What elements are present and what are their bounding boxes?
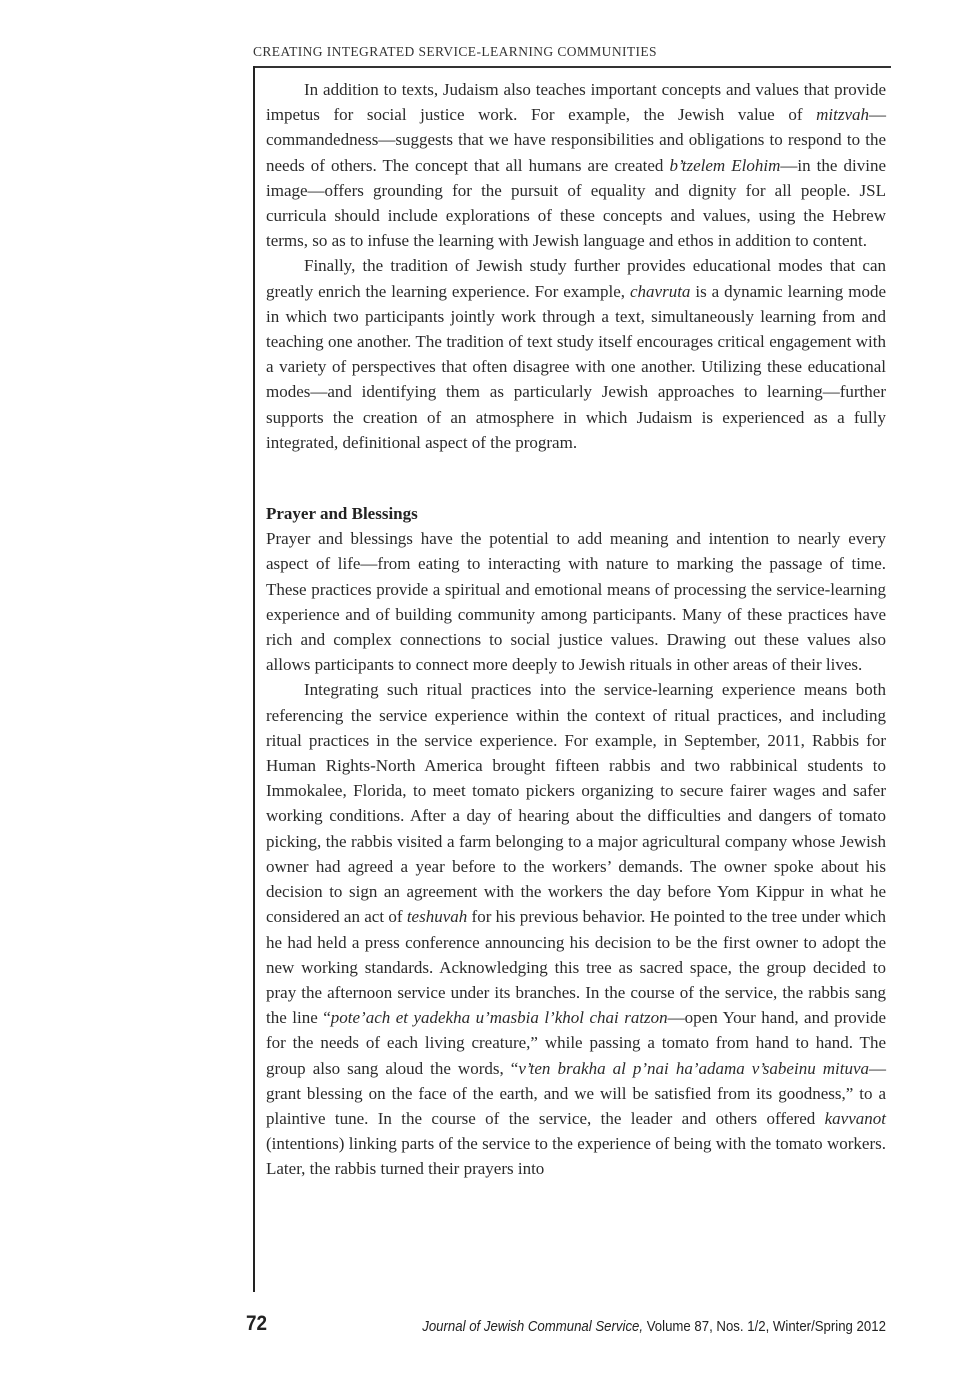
page-number: 72 xyxy=(246,1312,268,1335)
header-rule xyxy=(253,66,891,68)
section-heading: Prayer and Blessings xyxy=(266,504,418,524)
paragraph: Integrating such ritual practices into the service-learning experience means both referencing the service experience within the context of ritual practices, and including ritual practices in the service experience. For example, in September, 2011, Rabbis for Human Rights-North America brought fifteen rabbis and two rabbinical students to Immokalee, Florida, to meet tomato pickers organizing to secure fairer wages and safer working conditions. After a day of hearing about the difficulties and dangers of tomato picking, the rabbis visited a farm belonging to a major agricultural company whose Jewish owner had agreed a year before to the workers’ demands. The owner spoke about his decision to sign an agreement with the workers the day before Yom Kippur in what he considered an act of teshuvah for his previous behavior. He pointed to the tree under which he had held a press conference announcing his decision to be the first owner to adopt the new working standards. Acknowledging this tree as sacred space, the group decided to pray the afternoon service under its branches. In the course of the service, the rabbis sang the line “pote’ach et yadekha u’masbia l’khol chai ratzon—open Your hand, and provide for the needs of each living creature,” while passing a tomato from hand to hand. The group also sang aloud the words, “v’ten brakha al p’nai ha’adama v’sabeinu mituva— grant blessing on the face of the earth, and we will be satisfied from its goodness,” to a plaintive tune. In the course of the service, the leader and others offered kavvanot (intentions) linking parts of the service to the experience of being with the tomato workers. Later, the rabbis turned their prayers into xyxy=(266,680,886,1179)
paragraph: Finally, the tradition of Jewish study further provides educational modes that can greatly enrich the learning experience. For example, chavruta is a dynamic learning mode in which two participants jointly work through a text, simultaneously learning from and teaching one another. The tradition of text study itself encourages critical engagement with a variety of perspectives that often disagree with one another. Utilizing these educational modes—and identifying them as particularly Jewish approaches to learning—further supports the creation of an atmosphere in which Judaism is experienced as a fully integrated, definitional aspect of the program. xyxy=(266,256,887,452)
paragraph: Prayer and blessings have the potential to add meaning and intention to nearly every aspect of life—from eating to interacting with nature to marking the passage of time. These practices provide a spiritual and emotional means of processing the service-learning experience and of building community among participants. Many of these practices have rich and complex connections to social justice values. Drawing out these values also allows participants to connect more deeply to Jewish rituals in other areas of their lives. xyxy=(266,529,886,675)
journal-citation xyxy=(422,1318,886,1335)
margin-rule xyxy=(253,66,255,1292)
journal-issue: Volume 87, Nos. 1/2, Winter/Spring 2012 xyxy=(643,1318,886,1335)
journal-name: Journal of Jewish Communal Service, xyxy=(422,1318,644,1335)
running-header: CREATING INTEGRATED SERVICE-LEARNING COMMUNITIES xyxy=(253,44,657,59)
paragraph: In addition to texts, Judaism also teaches important concepts and values that provide impetus for social justice work. For example, the Jewish value of mitzvah—commandedness—suggests that we have responsibilities and obligations to respond to the needs of others. The concept that all humans are created b’tzelem Elohim—in the divine image—offers grounding for the pursuit of equality and dignity for all people. JSL curricula should include explorations of these concepts and values, using the Hebrew terms, so as to infuse the learning with Jewish language and ethos in addition to content. xyxy=(266,80,886,251)
body-text xyxy=(266,77,886,1182)
